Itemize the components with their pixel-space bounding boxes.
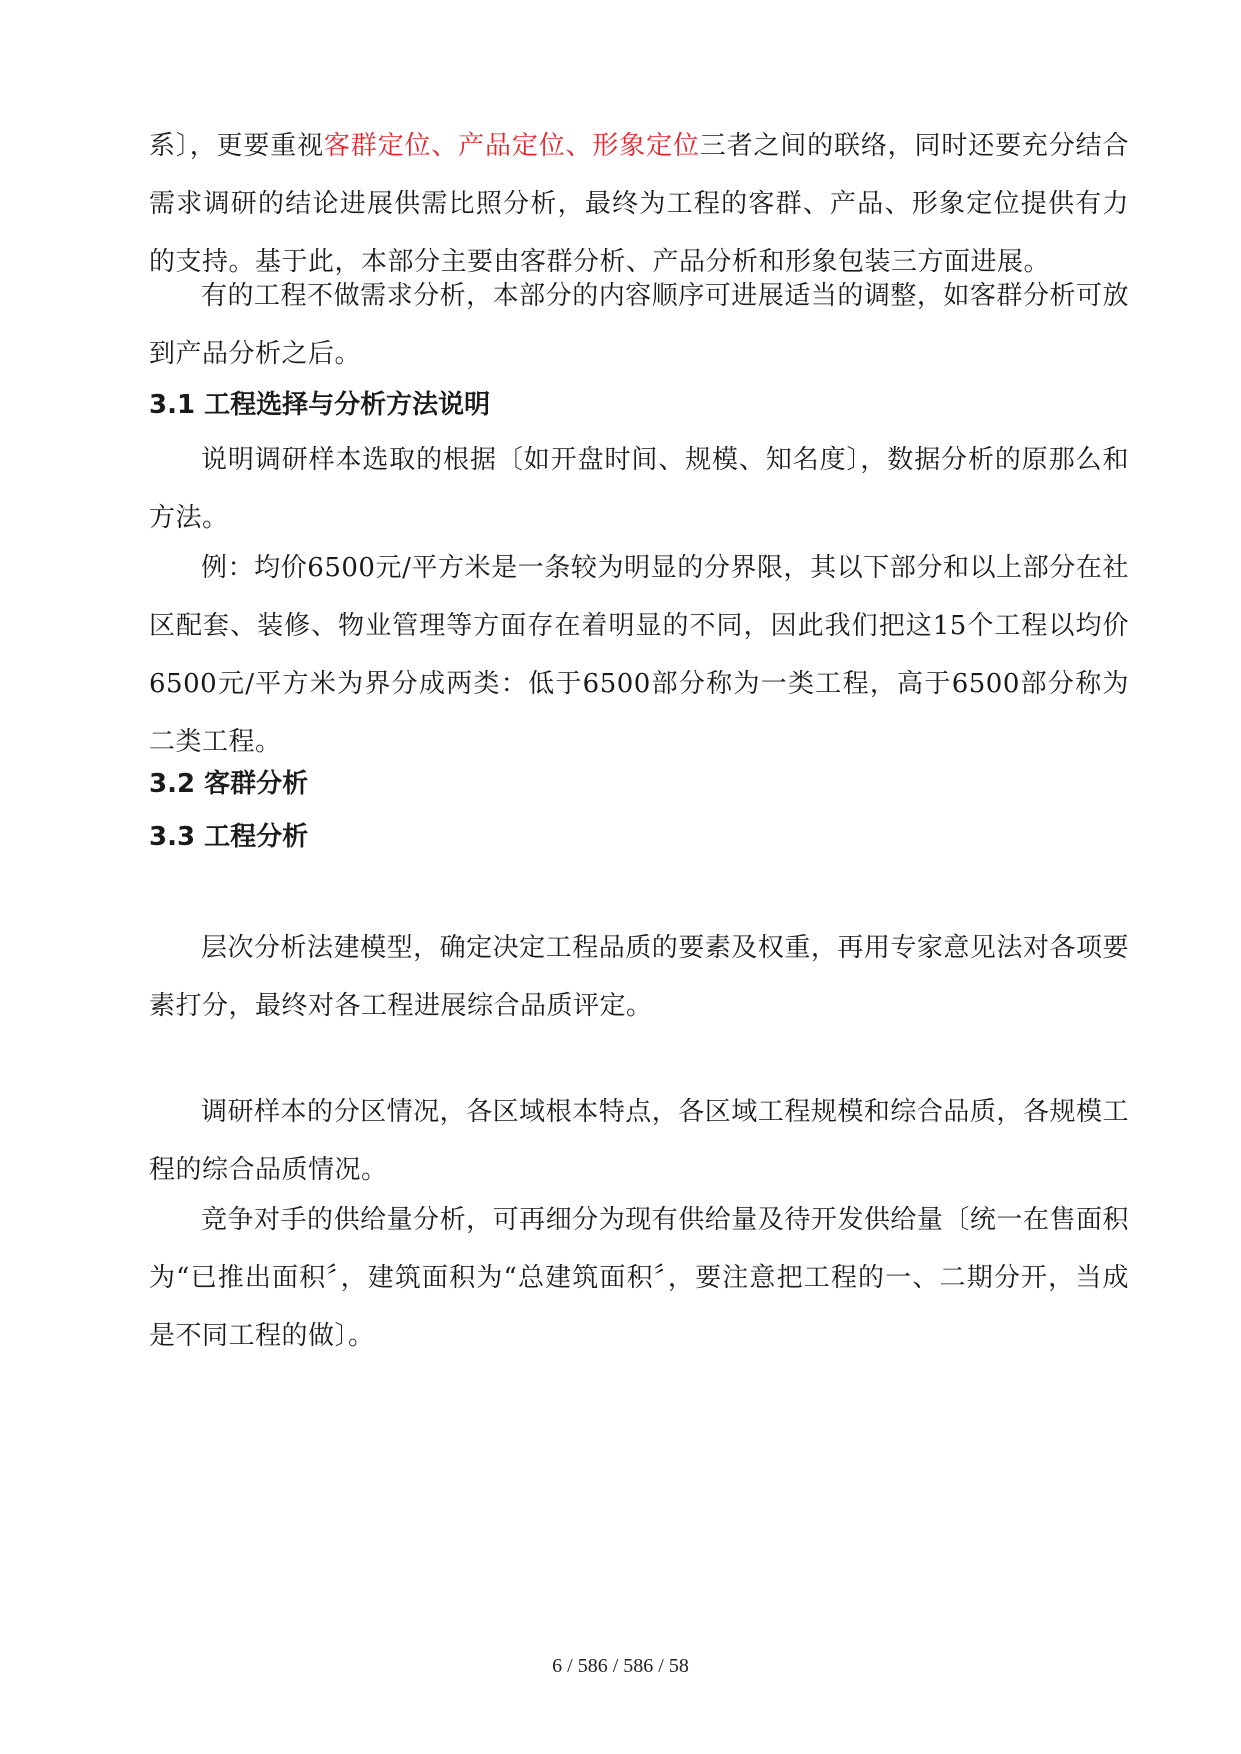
paragraph-demand-note: 有的工程不做需求分析，本部分的内容顺序可进展适当的调整，如客群分析可放到产品分析之后。 — [149, 281, 1129, 369]
paragraph-intro-text-b: 三者之间的联络，同时还要充分结合需求调研的结论进展供需比照分析，最终为工程的客群、产品、形象定位提供有力的支持。基于此，本部分主要由客群分析、产品分析和形象包装三方面进展。 — [149, 131, 1129, 277]
paragraph-example: 例：均价6500元/平方米是一条较为明显的分界限，其以下部分和以上部分在社区配套、装修、物业管理等方面存在着明显的不同，因此我们把这15个工程以均价6500元/平方米为界分成两类：低于6500部分称为一类工程，高于6500部分称为二类工程。 — [149, 553, 1129, 757]
paragraph-regions: 调研样本的分区情况，各区域根本特点，各区域工程规模和综合品质，各规模工程的综合品质情况。 — [149, 1097, 1129, 1185]
section-heading-3-1: 3.1 工程选择与分析方法说明 — [149, 390, 491, 420]
paragraph-intro — [149, 117, 1129, 291]
paragraph-supply: 竞争对手的供给量分析，可再细分为现有供给量及待开发供给量〔统一在售面积为“已推出面积〞，建筑面积为“总建筑面积〞，要注意把工程的一、二期分开，当成是不同工程的做〕。 — [149, 1205, 1129, 1351]
highlighted-text: 客群定位、产品定位、形象定位 — [323, 131, 700, 161]
section-heading-3-3: 3.3 工程分析 — [149, 822, 309, 852]
paragraph-sample-selection: 说明调研样本选取的根据〔如开盘时间、规模、知名度〕，数据分析的原那么和方法。 — [149, 445, 1129, 533]
paragraph-ahp: 层次分析法建模型，确定决定工程品质的要素及权重，再用专家意见法对各项要素打分，最终对各工程进展综合品质评定。 — [149, 933, 1129, 1021]
section-heading-3-2: 3.2 客群分析 — [149, 769, 309, 799]
page-number: 6 / 586 / 586 / 58 — [552, 1655, 689, 1677]
paragraph-intro-text-a: 系〕，更要重视 — [149, 131, 324, 161]
